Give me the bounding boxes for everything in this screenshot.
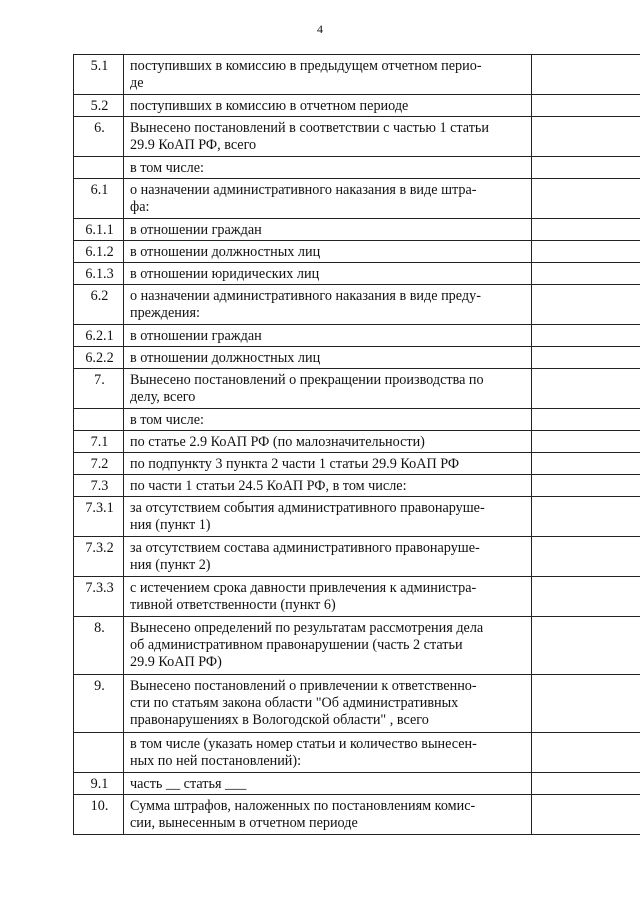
- row-description: по статье 2.9 КоАП РФ (по малозначительности): [124, 431, 532, 453]
- table-row: [74, 347, 640, 369]
- row-number: 7.3.3: [74, 577, 124, 617]
- row-number: 7.2: [74, 453, 124, 475]
- table-row: [74, 733, 640, 773]
- row-description: в отношении граждан: [124, 219, 532, 241]
- row-number: 6.1.2: [74, 241, 124, 263]
- row-value-cell[interactable]: [532, 577, 640, 617]
- table-row: [74, 475, 640, 497]
- row-number: 6.1: [74, 179, 124, 219]
- table-row: [74, 179, 640, 219]
- row-description: Вынесено определений по результатам рассмотрения дела об административном правонарушении (часть 2 статьи 29.9 КоАП РФ): [124, 617, 532, 675]
- row-description: в отношении должностных лиц: [124, 241, 532, 263]
- row-number: 7.1: [74, 431, 124, 453]
- row-description: Вынесено постановлений о привлечении к ответственно- сти по статьям закона области "Об административных правонарушениях в Вологодской области" , всего: [124, 675, 532, 733]
- table-row: [74, 285, 640, 325]
- row-value-cell[interactable]: [532, 497, 640, 537]
- row-description: в том числе:: [124, 409, 532, 431]
- row-value-cell[interactable]: [532, 55, 640, 95]
- table-row: [74, 537, 640, 577]
- table-row: [74, 453, 640, 475]
- row-number: 6.2.2: [74, 347, 124, 369]
- row-description: в том числе:: [124, 157, 532, 179]
- table-row: [74, 55, 640, 95]
- row-number: 7.: [74, 369, 124, 409]
- row-value-cell[interactable]: [532, 325, 640, 347]
- row-value-cell[interactable]: [532, 409, 640, 431]
- row-value-cell[interactable]: [532, 179, 640, 219]
- row-value-cell[interactable]: [532, 537, 640, 577]
- row-description: часть __ статья ___: [124, 773, 532, 795]
- table-row: [74, 369, 640, 409]
- row-number: 6.2: [74, 285, 124, 325]
- row-value-cell[interactable]: [532, 263, 640, 285]
- report-table: [73, 54, 640, 835]
- row-description: с истечением срока давности привлечения к администра- тивной ответственности (пункт 6): [124, 577, 532, 617]
- row-number: 9.: [74, 675, 124, 733]
- row-value-cell[interactable]: [532, 733, 640, 773]
- table-row: [74, 219, 640, 241]
- row-value-cell[interactable]: [532, 219, 640, 241]
- row-value-cell[interactable]: [532, 95, 640, 117]
- row-description: Вынесено постановлений о прекращении производства по делу, всего: [124, 369, 532, 409]
- row-value-cell[interactable]: [532, 285, 640, 325]
- row-description: поступивших в комиссию в предыдущем отчетном перио- де: [124, 55, 532, 95]
- table-row: [74, 409, 640, 431]
- row-description: о назначении административного наказания в виде преду- преждения:: [124, 285, 532, 325]
- row-number: 7.3.2: [74, 537, 124, 577]
- row-number: 5.2: [74, 95, 124, 117]
- row-description: о назначении административного наказания в виде штра- фа:: [124, 179, 532, 219]
- row-number: 9.1: [74, 773, 124, 795]
- table-row: [74, 263, 640, 285]
- row-description: в отношении должностных лиц: [124, 347, 532, 369]
- row-number: 8.: [74, 617, 124, 675]
- table-row: [74, 117, 640, 157]
- row-value-cell[interactable]: [532, 453, 640, 475]
- table-row: [74, 157, 640, 179]
- row-value-cell[interactable]: [532, 347, 640, 369]
- row-value-cell[interactable]: [532, 773, 640, 795]
- table-row: [74, 497, 640, 537]
- row-value-cell[interactable]: [532, 795, 640, 835]
- table-row: [74, 95, 640, 117]
- row-description: Сумма штрафов, наложенных по постановлениям комис- сии, вынесенным в отчетном периоде: [124, 795, 532, 835]
- row-value-cell[interactable]: [532, 241, 640, 263]
- row-description: в отношении юридических лиц: [124, 263, 532, 285]
- row-number: 6.1.3: [74, 263, 124, 285]
- table-row: [74, 577, 640, 617]
- row-value-cell[interactable]: [532, 369, 640, 409]
- table-row: [74, 617, 640, 675]
- page-number: 4: [317, 22, 323, 36]
- table-row: [74, 773, 640, 795]
- row-description: за отсутствием события административного правонаруше- ния (пункт 1): [124, 497, 532, 537]
- row-value-cell[interactable]: [532, 157, 640, 179]
- row-description: в отношении граждан: [124, 325, 532, 347]
- table-row: [74, 325, 640, 347]
- row-value-cell[interactable]: [532, 117, 640, 157]
- row-value-cell[interactable]: [532, 675, 640, 733]
- row-number: 6.1.1: [74, 219, 124, 241]
- row-number: 6.2.1: [74, 325, 124, 347]
- table-row: [74, 675, 640, 733]
- row-number: 7.3.1: [74, 497, 124, 537]
- row-number: 6.: [74, 117, 124, 157]
- row-number: 7.3: [74, 475, 124, 497]
- row-value-cell[interactable]: [532, 617, 640, 675]
- row-value-cell[interactable]: [532, 431, 640, 453]
- table-row: [74, 241, 640, 263]
- row-description: поступивших в комиссию в отчетном периоде: [124, 95, 532, 117]
- row-number: [74, 409, 124, 431]
- row-number: 10.: [74, 795, 124, 835]
- table-row: [74, 795, 640, 835]
- row-description: в том числе (указать номер статьи и количество вынесен- ных по ней постановлений):: [124, 733, 532, 773]
- table-row: [74, 431, 640, 453]
- row-description: Вынесено постановлений в соответствии с частью 1 статьи 29.9 КоАП РФ, всего: [124, 117, 532, 157]
- row-description: по подпункту 3 пункта 2 части 1 статьи 29.9 КоАП РФ: [124, 453, 532, 475]
- row-description: по части 1 статьи 24.5 КоАП РФ, в том числе:: [124, 475, 532, 497]
- report-table-body: [74, 55, 640, 835]
- row-number: [74, 157, 124, 179]
- row-number: [74, 733, 124, 773]
- row-description: за отсутствием состава административного правонаруше- ния (пункт 2): [124, 537, 532, 577]
- row-value-cell[interactable]: [532, 475, 640, 497]
- row-number: 5.1: [74, 55, 124, 95]
